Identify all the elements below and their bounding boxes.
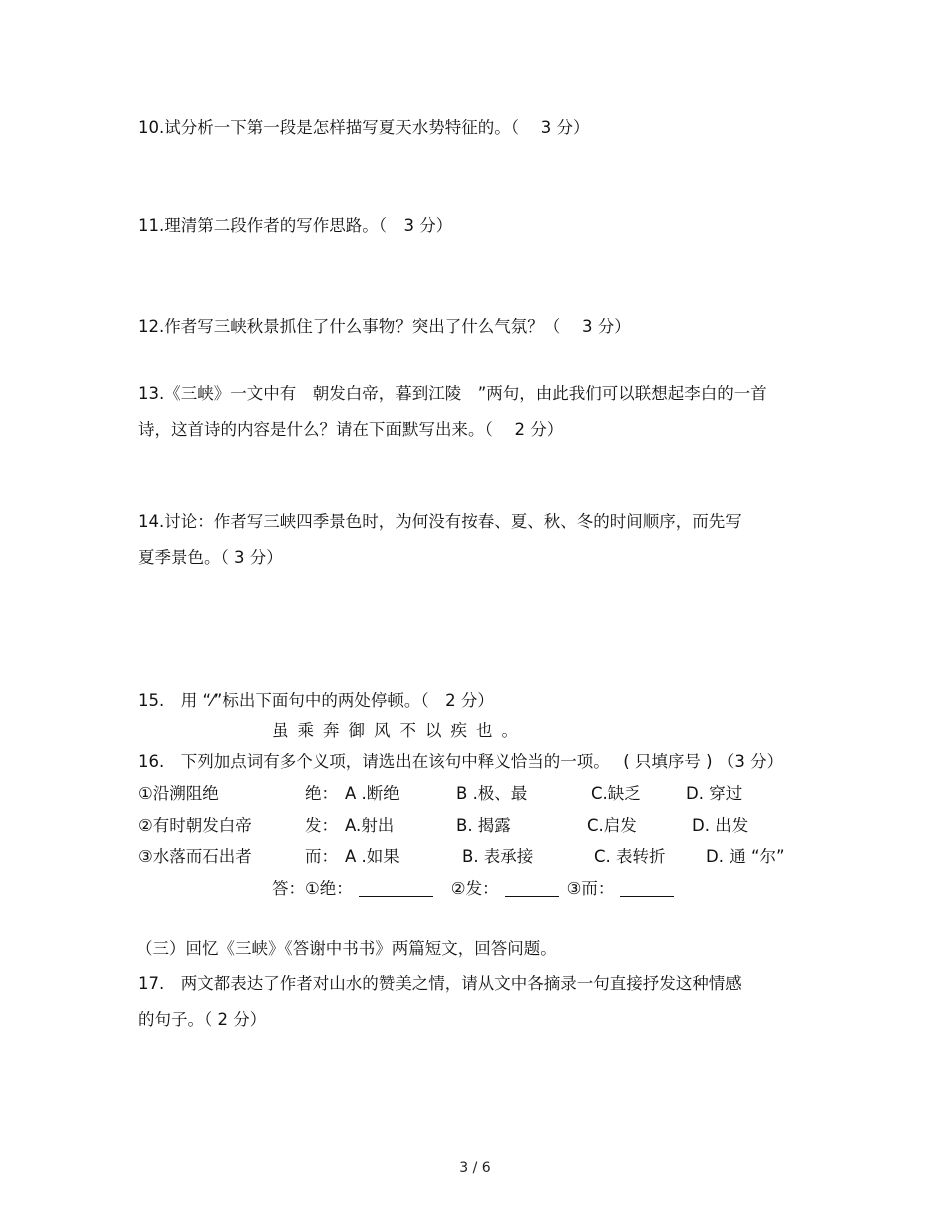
question-15: 15. 用 “⁄”标出下面句中的两处停顿。（ 2 分） (138, 691, 494, 710)
q16-option-a: A.射出 (345, 816, 395, 835)
q16-option-b: B .极、最 (456, 784, 528, 803)
question-14-line-1: 14.讨论：作者写三峡四季景色时，为何没有按春、夏、秋、冬的时间顺序，而先写 (138, 512, 742, 531)
answer-label-2: ②发： (450, 879, 499, 898)
question-17-line-1: 17. 两文都表达了作者对山水的赞美之情，请从文中各摘录一句直接抒发这种情感 (138, 974, 742, 993)
answer-prefix: 答： (272, 879, 305, 898)
question-15-sentence: 虽乘奔御风不以疾也。 (272, 721, 527, 740)
answer-label-1: ①绝： (305, 879, 353, 898)
section-3-heading: （三）回忆《三峡》《答谢中书书》两篇短文，回答问题。 (136, 939, 557, 958)
answer-blank-3[interactable] (620, 880, 674, 897)
question-14-line-2: 夏季景色。（ 3 分） (138, 548, 283, 567)
q16-option-b: B. 揭露 (456, 816, 511, 835)
question-10: 10.试分析一下第一段是怎样描写夏天水势特征的。（ 3 分） (138, 118, 590, 137)
q16-word: 发： (305, 816, 338, 835)
q16-phrase: ②有时朝发白帝 (138, 816, 252, 835)
q16-option-c: C.启发 (587, 816, 637, 835)
question-13-line-2: 诗，这首诗的内容是什么？请在下面默写出来。（ 2 分） (138, 420, 564, 439)
question-17-line-2: 的句子。（ 2 分） (138, 1010, 267, 1029)
q16-option-d: D. 通 “尔” (706, 847, 785, 866)
question-13-line-1: 13.《三峡》一文中有 朝发白帝，暮到江陵 ”两句，由此我们可以联想起李白的一首 (138, 384, 767, 403)
q16-word: 绝： (305, 784, 338, 803)
answer-label-3: ③而： (566, 879, 615, 898)
question-12: 12.作者写三峡秋景抓住了什么事物？突出了什么气氛？（ 3 分） (138, 317, 631, 336)
answer-blank-1[interactable] (359, 880, 433, 897)
answer-blank-2[interactable] (505, 880, 559, 897)
answer-line (272, 878, 682, 900)
q16-option-a: A .断绝 (345, 784, 400, 803)
question-11: 11.理清第二段作者的写作思路。（ 3 分） (138, 216, 453, 235)
q16-option-b: B. 表承接 (462, 847, 534, 866)
q16-phrase: ③水落而石出者 (138, 847, 252, 866)
page-number: 3 / 6 (459, 1160, 491, 1176)
q16-word: 而： (305, 847, 338, 866)
q16-option-a: A .如果 (345, 847, 400, 866)
q16-option-c: C. 表转折 (594, 847, 666, 866)
q16-option-d: D. 出发 (692, 816, 749, 835)
q16-phrase: ①沿溯阻绝 (138, 784, 219, 803)
q16-option-d: D. 穿过 (686, 784, 743, 803)
q16-option-c: C.缺乏 (591, 784, 641, 803)
question-16: 16. 下列加点词有多个义项，请选出在该句中释义恰当的一项。 ( 只填序号 ) （3 分） (138, 752, 784, 771)
